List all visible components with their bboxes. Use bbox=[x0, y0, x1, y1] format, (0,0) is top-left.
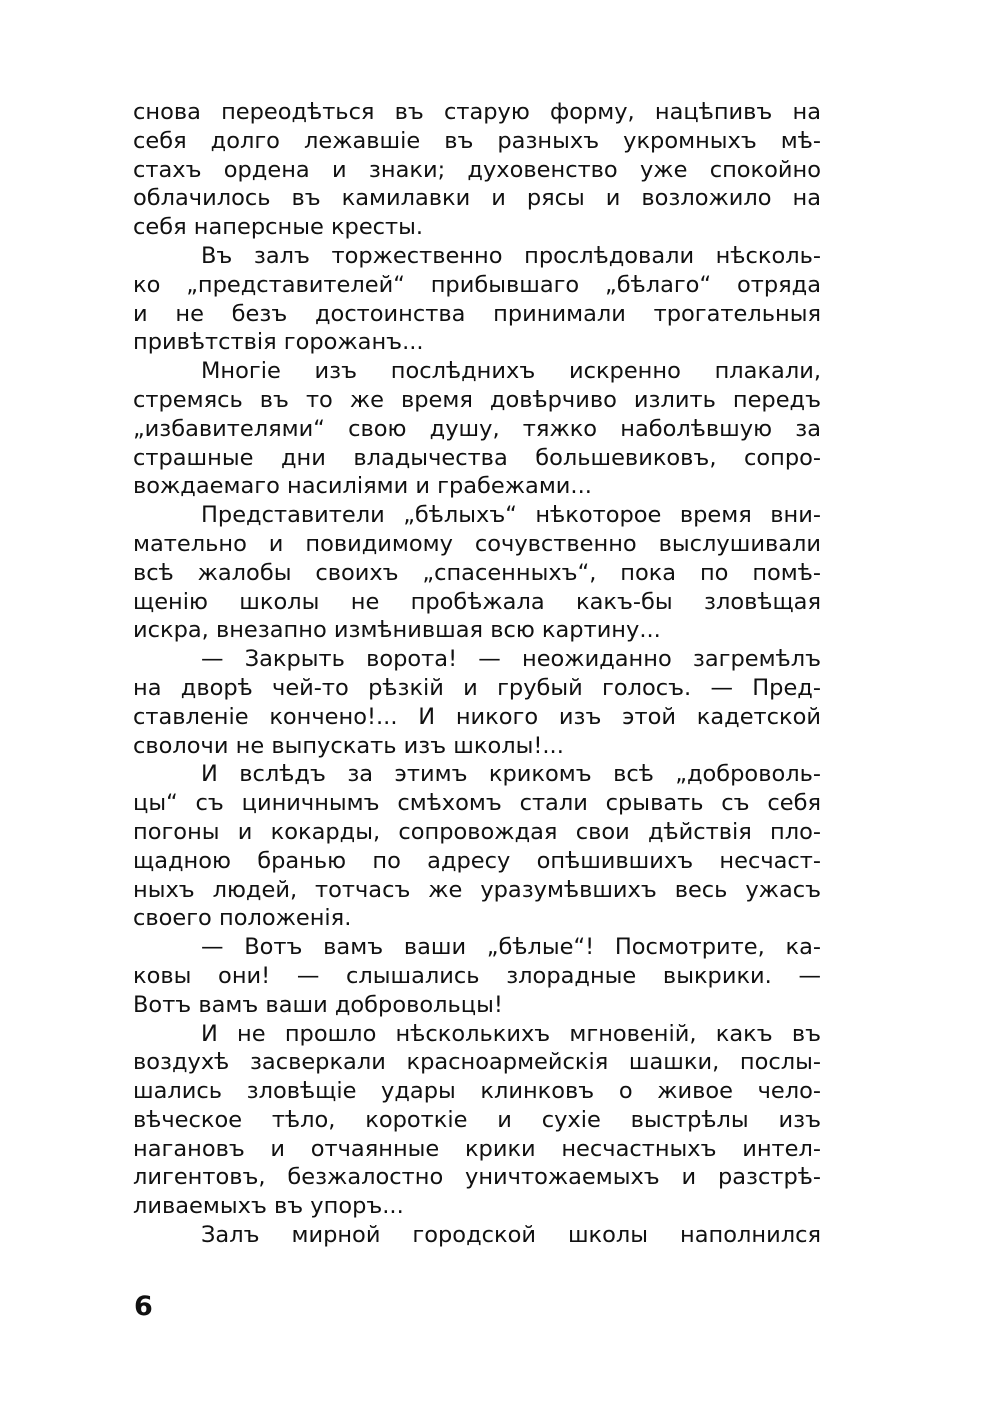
text-line: облачилось въ камилавки и рясы и возложило на bbox=[133, 185, 821, 212]
text-line: искра, внезапно измѣнившая всю картину... bbox=[133, 617, 661, 644]
text-line: снова переодѣться въ старую форму, нацѣпивъ на bbox=[133, 99, 821, 125]
text-line: „избавителями“ свою душу, тяжко наболѣвшую за bbox=[133, 415, 821, 442]
text-line: вѣческое тѣло, короткіе и сухіе выстрѣлы изъ bbox=[133, 1106, 821, 1133]
text-line: И не прошло нѣсколькихъ мгновеній, какъ въ bbox=[201, 1020, 821, 1047]
text-line: ливаемыхъ въ упоръ... bbox=[133, 1193, 404, 1220]
text-line: ковы они! — слышались злорадные выкрики. — bbox=[133, 962, 821, 989]
text-line: себя наперсные кресты. bbox=[133, 214, 424, 241]
text-line: И вслѣдъ за этимъ крикомъ всѣ „доброволь- bbox=[201, 761, 821, 788]
text-line: Въ залъ торжественно прослѣдовали нѣсколь- bbox=[201, 242, 821, 269]
text-line: воздухѣ засверкали красноармейскія шашки, послы- bbox=[133, 1049, 821, 1076]
text-line: на дворѣ чей-то рѣзкій и грубый голосъ. — Пред- bbox=[133, 674, 821, 701]
text-line: ныхъ людей, тотчасъ же уразумѣвшихъ весь ужасъ bbox=[133, 876, 821, 903]
text-line: привѣтствія горожанъ... bbox=[133, 329, 424, 356]
text-line: стремясь въ то же время довѣрчиво излить передъ bbox=[133, 386, 821, 413]
text-line: — Закрыть ворота! — неожиданно загремѣлъ bbox=[201, 646, 821, 673]
text-line: своего положенія. bbox=[133, 905, 352, 932]
text-line: щадною бранью по адресу опѣшившихъ несчаст- bbox=[133, 847, 821, 874]
text-line: шались зловѣщіе удары клинковъ о живое чело- bbox=[133, 1078, 821, 1105]
text-line: лигентовъ, безжалостно уничтожаемыхъ и разстрѣ- bbox=[133, 1164, 821, 1191]
text-line: Многіе изъ послѣднихъ искренно плакали, bbox=[201, 358, 821, 385]
text-line: вождаемаго насиліями и грабежами... bbox=[133, 473, 592, 500]
page-number: 6 bbox=[134, 1291, 153, 1322]
text-line: ко „представителей“ прибывшаго „бѣлаго“ отряда bbox=[133, 271, 821, 298]
body-text bbox=[133, 98, 821, 1250]
text-line: — Вотъ вамъ ваши „бѣлые“! Посмотрите, ка- bbox=[201, 934, 821, 961]
text-line: Вотъ вамъ ваши добровольцы! bbox=[133, 991, 503, 1018]
text-line: Залъ мирной городской школы наполнился bbox=[201, 1222, 821, 1249]
text-line: мательно и повидимому сочувственно выслушивали bbox=[133, 530, 821, 557]
text-line: ставленіе кончено!... И никого изъ этой кадетской bbox=[133, 703, 821, 730]
text-line: сволочи не выпускать изъ школы!... bbox=[133, 732, 564, 759]
text-line: и не безъ достоинства принимали трогательныя bbox=[133, 300, 821, 327]
text-line: цы“ съ циничнымъ смѣхомъ стали срывать съ себя bbox=[133, 790, 821, 817]
text-line: себя долго лежавшіе въ разныхъ укромныхъ мѣ- bbox=[133, 127, 821, 154]
text-line: страшные дни владычества большевиковъ, сопро- bbox=[133, 444, 821, 471]
text-line: погоны и кокарды, сопровождая свои дѣйствія пло- bbox=[133, 818, 821, 845]
text-line: нагановъ и отчаянные крики несчастныхъ интел- bbox=[133, 1135, 821, 1162]
text-line: всѣ жалобы своихъ „спасенныхъ“, пока по помѣ- bbox=[133, 559, 821, 586]
text-line: Представители „бѣлыхъ“ нѣкоторое время вни- bbox=[201, 502, 821, 529]
text-line: стахъ ордена и знаки; духовенство уже спокойно bbox=[133, 156, 821, 183]
text-line: щенію школы не пробѣжала какъ-бы зловѣщая bbox=[133, 588, 821, 615]
